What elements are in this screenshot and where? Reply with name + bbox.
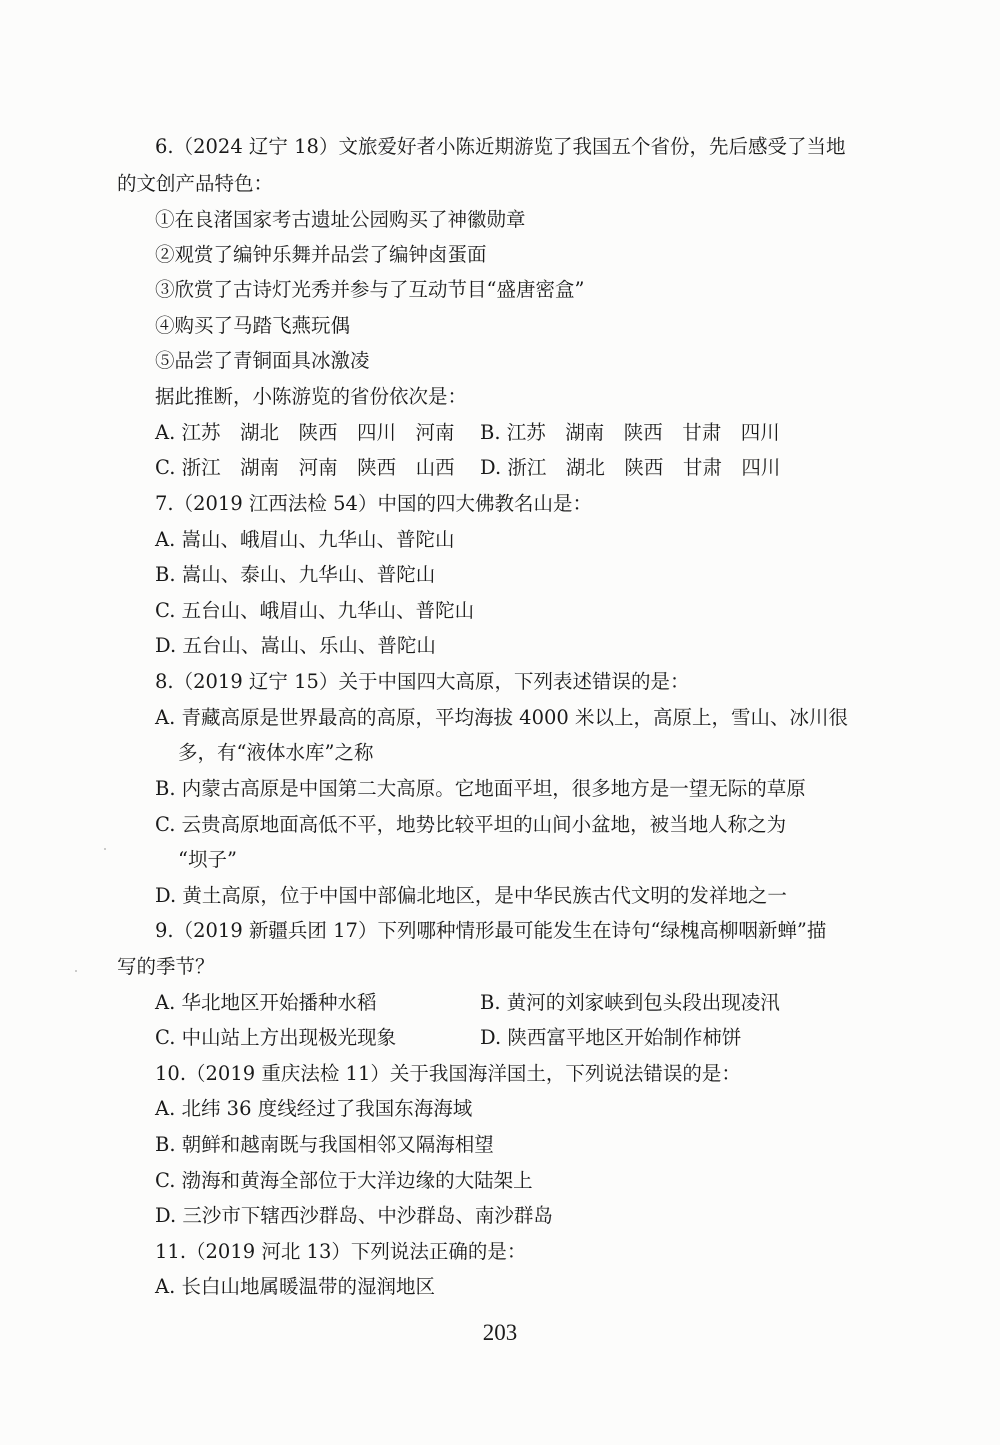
q9-option-d: D. 陕西富平地区开始制作柿饼 [480,1026,742,1049]
q8-option-c-line1: C. 云贵高原地面高低不平，地势比较平坦的山间小盆地，被当地人称之为 [155,813,787,836]
q8-stem: 8.（2019 辽宁 15）关于中国四大高原，下列表述错误的是： [155,670,690,693]
q6-stem-line2: 的文创产品特色： [117,172,274,195]
q10-option-c: C. 渤海和黄海全部位于大洋边缘的大陆架上 [155,1169,533,1192]
q8-option-b: B. 内蒙古高原是中国第二大高原。它地面平坦，很多地方是一望无际的草原 [155,777,806,800]
q6-stem-line1: 6.（2024 辽宁 18）文旅爱好者小陈近期游览了我国五个省份，先后感受了当地 [155,135,846,158]
q7-stem: 7.（2019 江西法检 54）中国的四大佛教名山是： [155,492,592,515]
q10-option-b: B. 朝鲜和越南既与我国相邻又隔海相望 [155,1133,494,1156]
q8-option-a-line1: A. 青藏高原是世界最高的高原，平均海拔 4000 米以上，高原上，雪山、冰川很 [155,706,849,729]
q10-option-a: A. 北纬 36 度线经过了我国东海海域 [155,1097,473,1120]
q10-option-d: D. 三沙市下辖西沙群岛、中沙群岛、南沙群岛 [155,1204,553,1227]
q6-item-5: ⑤品尝了青铜面具冰激凌 [155,349,370,372]
q9-option-c: C. 中山站上方出现极光现象 [155,1026,397,1049]
q11-stem: 11.（2019 河北 13）下列说法正确的是： [155,1240,527,1263]
q8-option-c-line2: “坝子” [178,848,237,871]
q9-option-b: B. 黄河的刘家峡到包头段出现凌汛 [480,991,780,1014]
q7-option-b: B. 嵩山、泰山、九华山、普陀山 [155,563,436,586]
q6-option-c: C. 浙江 湖南 河南 陕西 山西 [155,456,455,479]
q6-option-a: A. 江苏 湖北 陕西 四川 河南 [155,421,455,444]
scan-speck [75,970,77,972]
q9-option-a: A. 华北地区开始播种水稻 [155,991,377,1014]
q10-stem: 10.（2019 重庆法检 11）关于我国海洋国土，下列说法错误的是： [155,1062,741,1085]
q6-option-b: B. 江苏 湖南 陕西 甘肃 四川 [480,421,780,444]
q9-stem-line1: 9.（2019 新疆兵团 17）下列哪种情形最可能发生在诗句“绿槐高柳咽新蝉”描 [155,919,827,942]
q6-item-4: ④购买了马踏飞燕玩偶 [155,314,351,337]
scan-speck [104,848,106,850]
q8-option-d: D. 黄土高原，位于中国中部偏北地区，是中华民族古代文明的发祥地之一 [155,884,787,907]
q7-option-c: C. 五台山、峨眉山、九华山、普陀山 [155,599,475,622]
q6-option-d: D. 浙江 湖北 陕西 甘肃 四川 [480,456,781,479]
q7-option-d: D. 五台山、嵩山、乐山、普陀山 [155,634,436,657]
q7-option-a: A. 嵩山、峨眉山、九华山、普陀山 [155,528,455,551]
q6-item-2: ②观赏了编钟乐舞并品尝了编钟卤蛋面 [155,243,487,266]
page-number: 203 [482,1320,518,1345]
q9-stem-line2: 写的季节？ [117,955,215,978]
q11-option-a: A. 长白山地属暖温带的湿润地区 [155,1275,435,1298]
q6-question: 据此推断，小陈游览的省份依次是： [155,385,468,408]
q8-option-a-line2: 多，有“液体水库”之称 [178,741,374,764]
q6-item-3: ③欣赏了古诗灯光秀并参与了互动节目“盛唐密盒” [155,278,585,301]
q6-item-1: ①在良渚国家考古遗址公园购买了神徽勋章 [155,208,526,231]
